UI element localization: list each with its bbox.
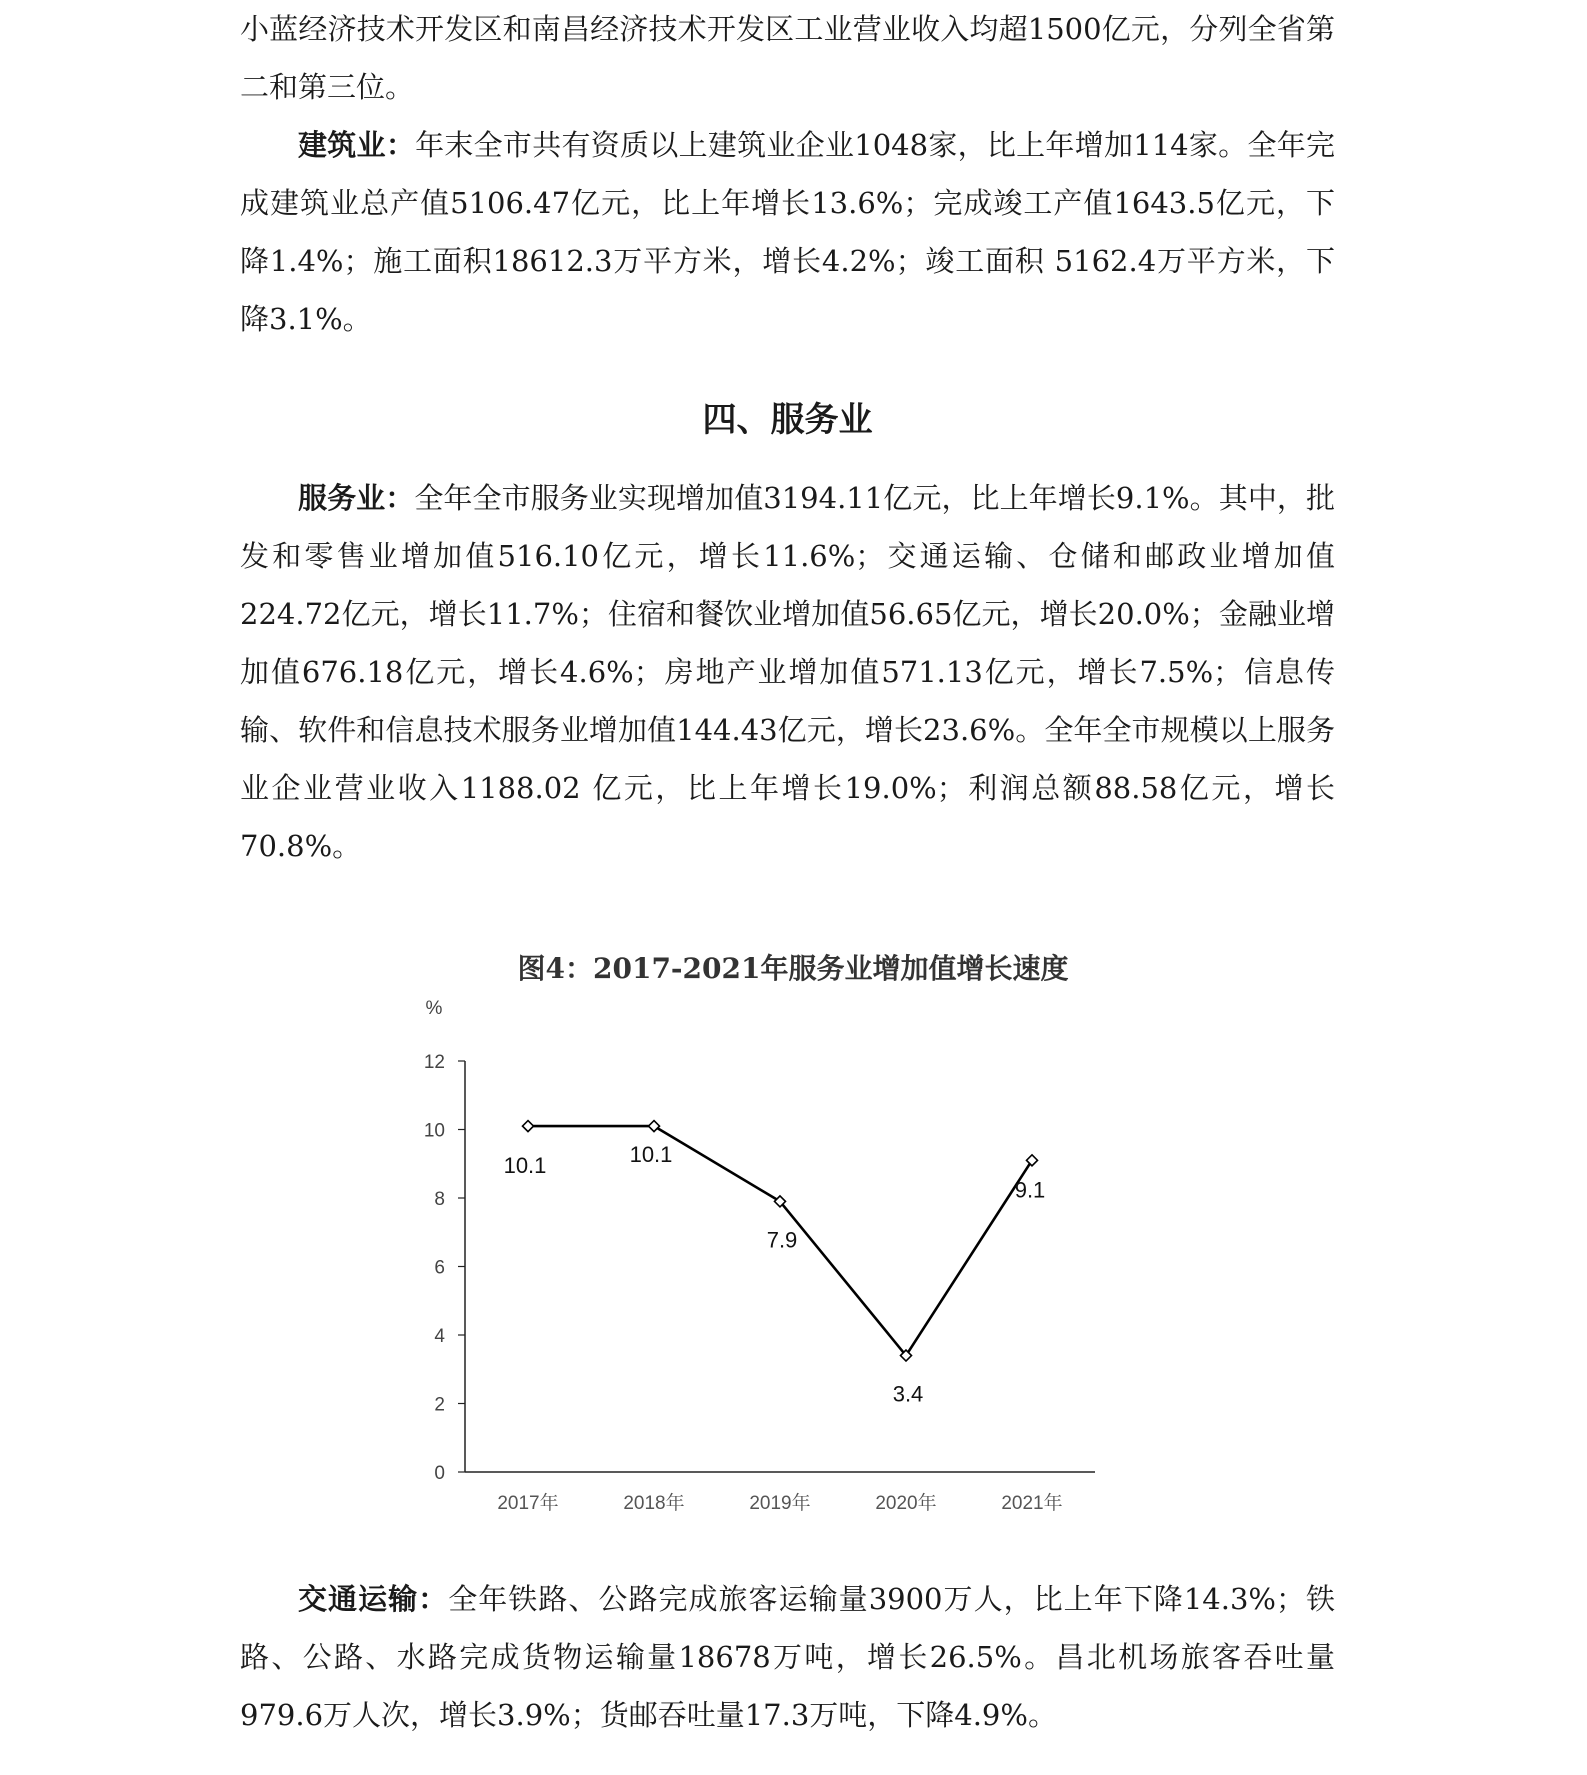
transport-label: 交通运输：: [298, 1582, 449, 1616]
services-text: 全年全市服务业实现增加值3194.11亿元，比上年增长9.1%。其中，批发和零售业增加值516.10亿元，增长11.6%；交通运输、仓储和邮政业增加值224.72亿元，增长11.7%；住宿和餐饮业增加值56.65亿元，增长20.0%；金融业增加值676.18亿元，增长4.6%；房地产业增加值571.13亿元，增长7.5%；信息传输、软件和信息技术服务业增加值144.43亿元，增长23.6%。全年全市规模以上服务业企业营业收入1188.02 亿元，比上年增长19.0%；利润总额88.58亿元，增长70.8%。: [240, 481, 1335, 863]
x-tick-label: 2018年: [623, 1493, 685, 1514]
x-tick-label: 2017年: [497, 1493, 559, 1514]
diamond-marker: [523, 1121, 534, 1132]
x-tick-label: 2021年: [1001, 1493, 1063, 1514]
y-axis-unit: %: [425, 998, 443, 1019]
y-tick-label: 8: [434, 1189, 445, 1210]
x-tick-label: 2019年: [749, 1493, 811, 1514]
y-tick-label: 6: [434, 1257, 445, 1279]
section-title: 四、服务业: [702, 400, 873, 440]
paragraph-construction: [240, 116, 1335, 348]
y-tick-label: 2: [434, 1394, 445, 1416]
y-tick-label: 0: [434, 1463, 445, 1484]
chart-axes: [465, 1061, 1095, 1472]
paragraph-services: [240, 469, 1335, 875]
data-label: 9.1: [1014, 1177, 1046, 1203]
x-ticks: [497, 1492, 1062, 1514]
y-tick-label: 12: [423, 1052, 445, 1073]
y-tick-label: 4: [434, 1326, 445, 1347]
paragraph-transport: [240, 1570, 1335, 1744]
construction-text: 年末全市共有资质以上建筑业企业1048家，比上年增加114家。全年完成建筑业总产值5106.47亿元，比上年增长13.6%；完成竣工产值1643.5亿元，下降1.4%；施工面积18612.3万平方米，增长4.2%；竣工面积 5162.4万平方米，下降3.1%。: [240, 128, 1335, 336]
y-tick-label: 10: [423, 1120, 445, 1142]
data-label: 7.9: [766, 1227, 798, 1253]
transport-text: 全年铁路、公路完成旅客运输量3900万人，比上年下降14.3%；铁路、公路、水路完成货物运输量18678万吨，增长26.5%。昌北机场旅客吞吐量979.6万人次，增长3.9%；货邮吞吐量17.3万吨，下降4.9%。: [240, 1582, 1335, 1732]
line-chart: [0, 940, 1587, 1520]
data-labels: [504, 1142, 1046, 1406]
y-ticks: [424, 1052, 465, 1484]
services-label: 服务业：: [298, 481, 415, 515]
data-label: 10.1: [503, 1153, 547, 1179]
paragraph-industry-end: 小蓝经济技术开发区和南昌经济技术开发区工业营业收入均超1500亿元，分列全省第二和第三位。: [240, 12, 1335, 104]
chart-container: [0, 940, 1587, 1520]
data-label: 10.1: [629, 1142, 673, 1168]
x-tick-label: 2020年: [875, 1493, 937, 1514]
diamond-marker: [649, 1121, 660, 1132]
construction-label: 建筑业：: [298, 128, 416, 162]
chart-title: 图4：2017-2021年服务业增加值增长速度: [517, 952, 1069, 985]
data-label: 3.4: [892, 1381, 924, 1407]
